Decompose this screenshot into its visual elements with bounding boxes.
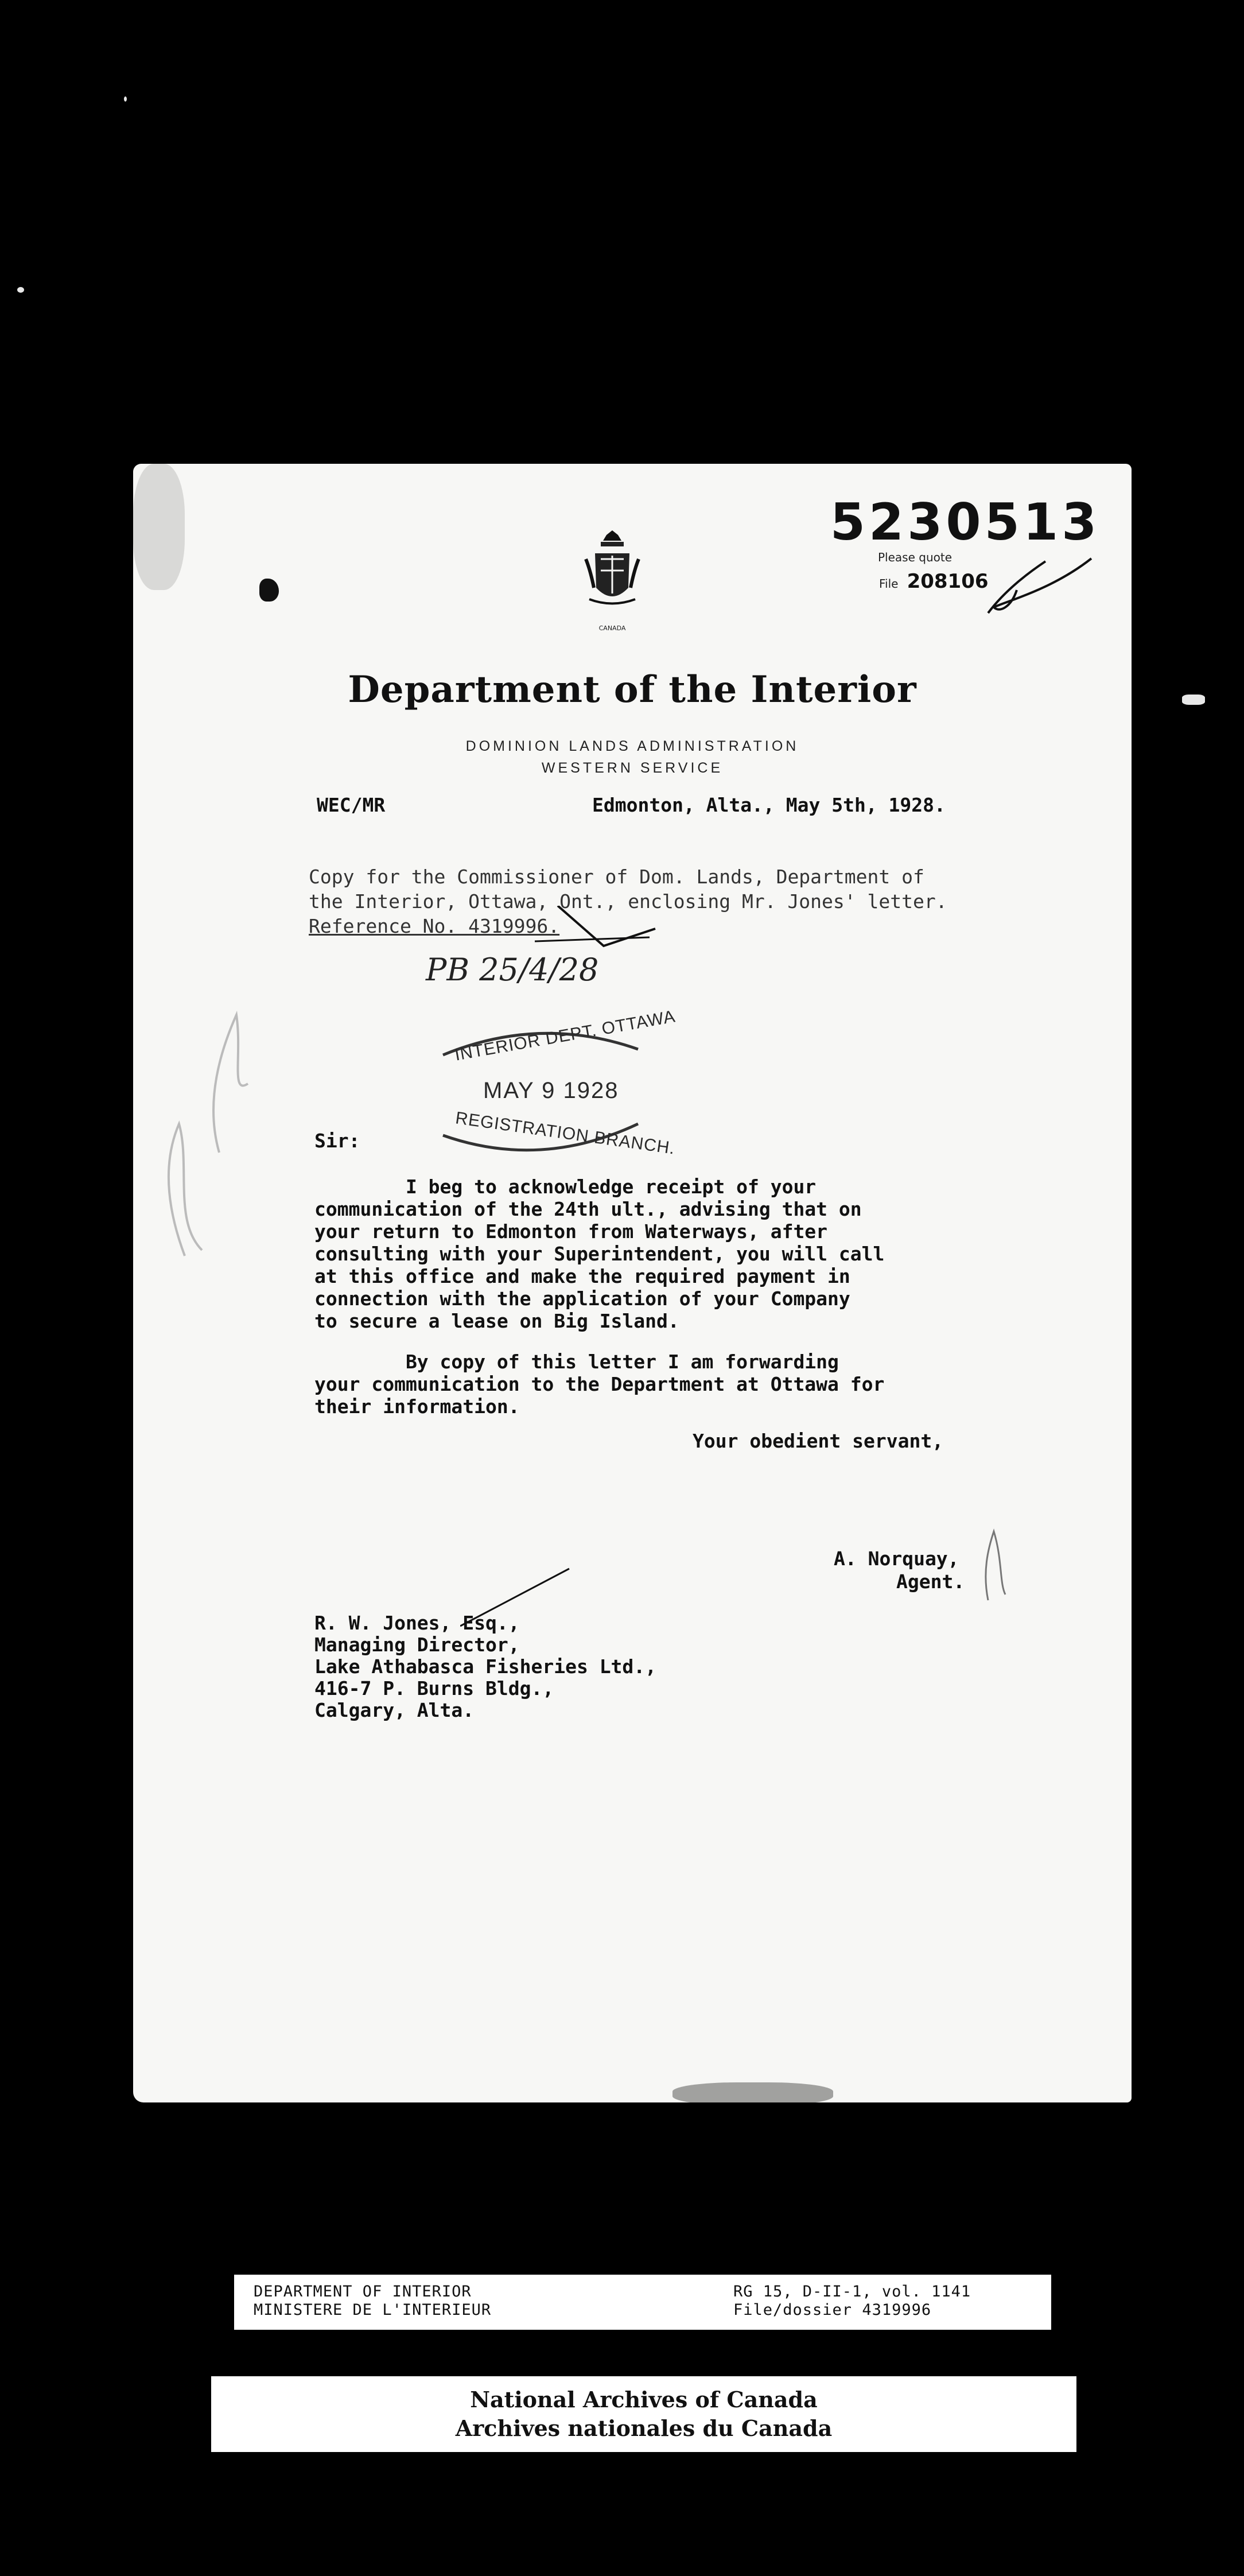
film-speck: [1182, 695, 1205, 705]
stamp-date: MAY 9 1928: [483, 1078, 619, 1103]
body-line: your communication to the Department at Ottawa for: [314, 1373, 885, 1395]
paper-stain: [133, 464, 185, 590]
address-line: R. W. Jones, Esq.,: [314, 1612, 520, 1634]
reference-number: Reference No. 4319996.: [309, 915, 560, 937]
body-line: By copy of this letter I am forwarding: [314, 1351, 839, 1373]
file-stamp: [827, 492, 1103, 593]
received-stamp: [431, 1003, 677, 1158]
address-line: Lake Athabasca Fisheries Ltd.,: [314, 1655, 657, 1678]
archives-name-fr: Archives nationales du Canada: [455, 2415, 833, 2441]
archives-label: [211, 2376, 1076, 2452]
service-line: WESTERN SERVICE: [541, 760, 724, 776]
address-line: Calgary, Alta.: [314, 1699, 475, 1721]
signature-title: Agent.: [896, 1570, 965, 1593]
body-line: at this office and make the required payment in: [314, 1265, 850, 1287]
file-label: File: [879, 577, 899, 591]
copy-note-line: the Interior, Ottawa, Ont., enclosing Mr. Jones' letter.: [309, 890, 947, 913]
footer-department-fr: MINISTERE DE L'INTERIEUR: [254, 2301, 492, 2319]
pen-tick-mark: [460, 1566, 575, 1629]
dateline: Edmonton, Alta., May 5th, 1928.: [592, 794, 946, 816]
pen-cross-mark: [535, 906, 661, 957]
footer-record-group: RG 15, D-II-1, vol. 1141: [733, 2283, 971, 2300]
pen-initial-mark: [977, 1526, 1011, 1606]
department-title: Department of the Interior: [348, 668, 917, 711]
pen-check-mark: [982, 556, 1097, 619]
crest-caption: CANADA: [598, 624, 626, 632]
crest-icon: [584, 530, 641, 622]
signature-name: A. Norquay,: [834, 1547, 959, 1570]
stamp-department: INTERIOR DEPT. OTTAWA: [453, 1007, 677, 1065]
copy-note-line: Copy for the Commissioner of Dom. Lands, Department of: [309, 866, 924, 888]
handwritten-note: PB 25/4/28: [426, 952, 599, 988]
body-line: consulting with your Superintendent, you will call: [314, 1243, 885, 1265]
address-line: Managing Director,: [314, 1634, 520, 1656]
file-number: 208106: [907, 570, 989, 593]
body-line: their information.: [314, 1395, 520, 1418]
salutation: Sir:: [314, 1130, 360, 1152]
paper-stain: [672, 2082, 833, 2102]
please-quote-label: Please quote: [878, 550, 953, 564]
archive-reference-label: [234, 2275, 1051, 2330]
address-line: 416-7 P. Burns Bldg.,: [314, 1677, 554, 1700]
body-line: connection with the application of your Company: [314, 1287, 850, 1310]
reference-initials: WEC/MR: [317, 794, 386, 816]
coat-of-arms: [584, 530, 641, 632]
film-speck: [17, 287, 24, 293]
body-line: to secure a lease on Big Island.: [314, 1310, 679, 1332]
pencil-margin-note: [150, 980, 265, 1279]
stamp-branch: REGISTRATION BRANCH.: [454, 1108, 677, 1158]
footer-file-number: File/dossier 4319996: [733, 2301, 932, 2319]
body-line: I beg to acknowledge receipt of your: [314, 1176, 817, 1198]
footer-department-en: DEPARTMENT OF INTERIOR: [254, 2283, 472, 2300]
letter-page: [133, 464, 1132, 2102]
body-line: your return to Edmonton from Waterways, after: [314, 1220, 828, 1243]
body-line: communication of the 24th ult., advising that on: [314, 1198, 862, 1220]
archives-name-en: National Archives of Canada: [470, 2387, 818, 2412]
administration-line: DOMINION LANDS ADMINISTRATION: [465, 738, 799, 754]
film-speck: [124, 96, 127, 102]
closing: Your obedient servant,: [693, 1430, 944, 1452]
stamp-number: 5230513: [830, 492, 1101, 552]
paper-stain: [259, 579, 279, 602]
